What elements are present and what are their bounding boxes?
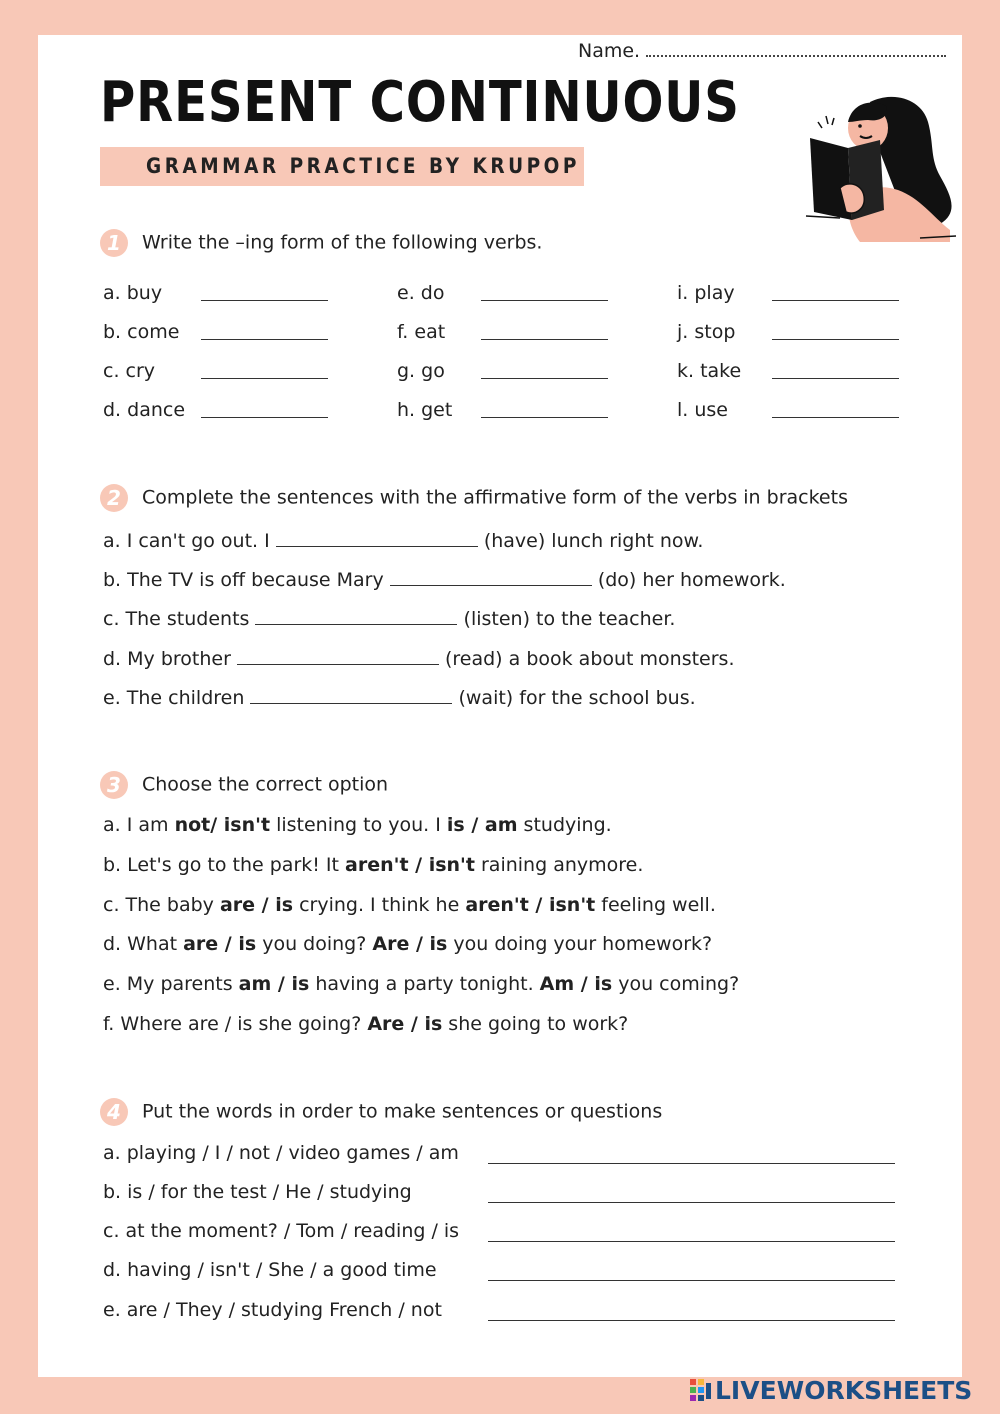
scramble-4d: d. having / isn't / She / a good time bbox=[103, 1259, 437, 1281]
choice-3c-option-1[interactable]: are / is bbox=[219, 894, 294, 916]
answer-line-g[interactable] bbox=[481, 378, 608, 379]
sentence-2c bbox=[103, 606, 675, 630]
section-4-instruction: Put the words in order to make sentences or questions bbox=[142, 1100, 663, 1123]
choice-3b-text-1: b. Let's go to the park! It bbox=[103, 854, 346, 876]
verb-l: l. use bbox=[677, 399, 728, 421]
choice-3a-text-2: listening to you. I bbox=[270, 814, 447, 836]
choice-3a-text-3: studying. bbox=[517, 814, 612, 836]
choice-3b-text-2: raining anymore. bbox=[474, 854, 644, 876]
answer-line-i[interactable] bbox=[772, 300, 899, 301]
verb-d: d. dance bbox=[103, 399, 186, 421]
choice-3d-option-1[interactable]: are / is bbox=[183, 933, 257, 955]
choice-3c-text-2: crying. I think he bbox=[293, 894, 466, 916]
verb-c: c. cry bbox=[103, 360, 156, 382]
choice-3d bbox=[103, 933, 712, 955]
answer-line-d[interactable] bbox=[201, 417, 328, 418]
scramble-4b: b. is / for the test / He / studying bbox=[103, 1181, 412, 1203]
sentence-2e-end: (wait) for the school bus. bbox=[458, 687, 696, 709]
reading-girl-illustration bbox=[800, 92, 960, 242]
verb-a: a. buy bbox=[103, 282, 163, 304]
answer-line-b[interactable] bbox=[201, 339, 328, 340]
page-title: PRESENT CONTINUOUS bbox=[100, 70, 740, 135]
section-2-instruction: Complete the sentences with the affirmative form of the verbs in brackets bbox=[142, 486, 848, 509]
liveworksheets-logo-icon bbox=[690, 1379, 712, 1403]
sentence-2d bbox=[103, 646, 735, 670]
liveworksheets-brand: LIVEWORKSHEETS bbox=[715, 1376, 973, 1405]
sentence-2a bbox=[103, 528, 703, 552]
section-1-instruction: Write the –ing form of the following verbs. bbox=[142, 231, 543, 254]
choice-3a-text-1: a. I am bbox=[103, 814, 175, 836]
choice-3f-text-1: f. Where are / is she going? bbox=[103, 1013, 368, 1035]
verb-i: i. play bbox=[677, 282, 735, 304]
verb-j: j. stop bbox=[677, 321, 736, 343]
choice-3e-text-3: you coming? bbox=[612, 973, 740, 995]
choice-3c-text-3: feeling well. bbox=[595, 894, 716, 916]
choice-3c-option-2[interactable]: aren't / isn't bbox=[465, 894, 596, 916]
answer-line-j[interactable] bbox=[772, 339, 899, 340]
answer-line-e[interactable] bbox=[481, 300, 608, 301]
choice-3a-option-2[interactable]: is / am bbox=[446, 814, 518, 836]
answer-line-4c[interactable] bbox=[488, 1241, 895, 1242]
sentence-2c-end: (listen) to the teacher. bbox=[463, 608, 676, 630]
answer-line-h[interactable] bbox=[481, 417, 608, 418]
verb-f: f. eat bbox=[397, 321, 446, 343]
choice-3c bbox=[103, 894, 716, 916]
choice-3c-text-1: c. The baby bbox=[103, 894, 220, 916]
section-1-heading bbox=[100, 229, 542, 257]
section-4-heading bbox=[100, 1098, 662, 1126]
verb-k: k. take bbox=[677, 360, 742, 382]
page-subtitle: GRAMMAR PRACTICE BY KRUPOP bbox=[146, 154, 580, 178]
choice-3e-text-2: having a party tonight. bbox=[309, 973, 540, 995]
name-field[interactable] bbox=[578, 40, 946, 62]
sentence-2d-end: (read) a book about monsters. bbox=[444, 648, 735, 670]
section-2-number: 2 bbox=[100, 484, 128, 512]
blank-2b[interactable] bbox=[390, 567, 592, 586]
choice-3a-option-1[interactable]: not/ isn't bbox=[174, 814, 271, 836]
sentence-2e bbox=[103, 685, 696, 709]
scramble-4c: c. at the moment? / Tom / reading / is bbox=[103, 1220, 460, 1242]
choice-3f-option-1[interactable]: Are / is bbox=[367, 1013, 443, 1035]
section-2-heading bbox=[100, 484, 848, 512]
sentence-2a-start: a. I can't go out. I bbox=[103, 530, 270, 552]
choice-3d-text-1: d. What bbox=[103, 933, 184, 955]
answer-line-4b[interactable] bbox=[488, 1202, 895, 1203]
choice-3d-text-2: you doing? bbox=[256, 933, 373, 955]
section-3-heading bbox=[100, 771, 388, 799]
verb-b: b. come bbox=[103, 321, 180, 343]
sentence-2c-start: c. The students bbox=[103, 608, 250, 630]
verb-h: h. get bbox=[397, 399, 453, 421]
choice-3e bbox=[103, 973, 739, 995]
choice-3e-option-1[interactable]: am / is bbox=[238, 973, 310, 995]
blank-2a[interactable] bbox=[276, 528, 478, 547]
name-label: Name. bbox=[578, 40, 641, 62]
scramble-4a: a. playing / I / not / video games / am bbox=[103, 1142, 459, 1164]
name-dotted-line[interactable] bbox=[646, 41, 946, 57]
choice-3e-text-1: e. My parents bbox=[103, 973, 239, 995]
answer-line-l[interactable] bbox=[772, 417, 899, 418]
answer-line-4a[interactable] bbox=[488, 1163, 895, 1164]
scramble-4e: e. are / They / studying French / not bbox=[103, 1299, 442, 1321]
sentence-2b-start: b. The TV is off because Mary bbox=[103, 569, 384, 591]
answer-line-c[interactable] bbox=[201, 378, 328, 379]
choice-3f bbox=[103, 1013, 628, 1035]
choice-3b-option-1[interactable]: aren't / isn't bbox=[345, 854, 475, 876]
choice-3f-text-2: she going to work? bbox=[442, 1013, 629, 1035]
choice-3e-option-2[interactable]: Am / is bbox=[539, 973, 613, 995]
section-3-instruction: Choose the correct option bbox=[142, 773, 389, 796]
blank-2e[interactable] bbox=[250, 685, 452, 704]
sentence-2a-end: (have) lunch right now. bbox=[483, 530, 704, 552]
verb-e: e. do bbox=[397, 282, 445, 304]
blank-2d[interactable] bbox=[237, 646, 439, 665]
verb-g: g. go bbox=[397, 360, 445, 382]
sentence-2b bbox=[103, 567, 786, 591]
blank-2c[interactable] bbox=[255, 606, 457, 625]
sentence-2b-end: (do) her homework. bbox=[597, 569, 786, 591]
section-4-number: 4 bbox=[100, 1098, 128, 1126]
answer-line-f[interactable] bbox=[481, 339, 608, 340]
sentence-2d-start: d. My brother bbox=[103, 648, 231, 670]
choice-3b bbox=[103, 854, 643, 876]
answer-line-a[interactable] bbox=[201, 300, 328, 301]
section-3-number: 3 bbox=[100, 771, 128, 799]
answer-line-4e[interactable] bbox=[488, 1320, 895, 1321]
liveworksheets-footer bbox=[690, 1376, 972, 1404]
section-1-number: 1 bbox=[100, 229, 128, 257]
choice-3a bbox=[103, 814, 612, 836]
sentence-2e-start: e. The children bbox=[103, 687, 245, 709]
choice-3d-option-2[interactable]: Are / is bbox=[372, 933, 448, 955]
answer-line-4d[interactable] bbox=[488, 1280, 895, 1281]
choice-3d-text-3: you doing your homework? bbox=[447, 933, 713, 955]
answer-line-k[interactable] bbox=[772, 378, 899, 379]
